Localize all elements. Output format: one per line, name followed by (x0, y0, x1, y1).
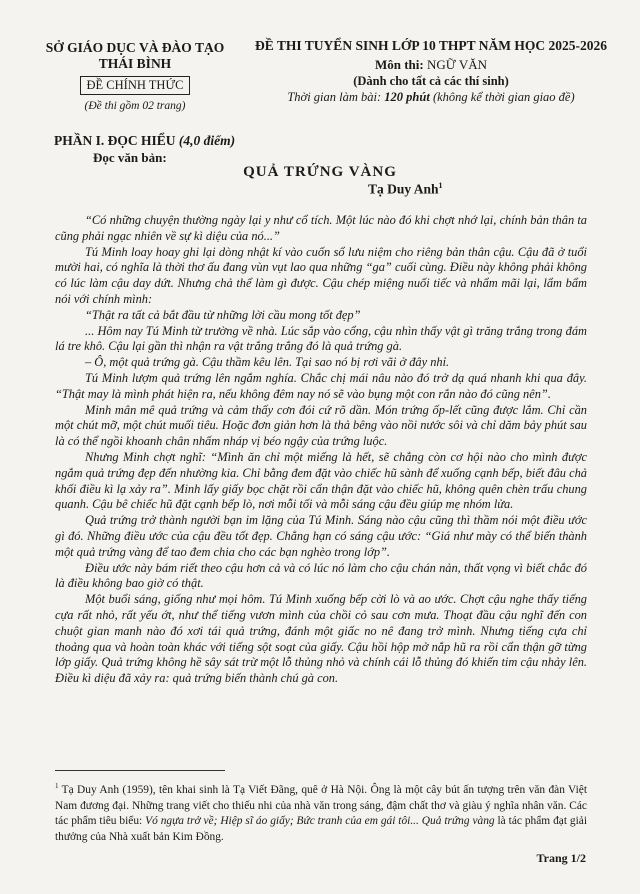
story-title: QUẢ TRỨNG VÀNG (243, 164, 397, 180)
official-label: ĐỀ CHÍNH THỨC (80, 76, 191, 95)
story-paragraph: Minh mân mê quả trứng và cảm thấy cơn đói cứ rõ dần. Món trứng ốp-lết cũng được lắm. Chỉ cần một chút mỡ, một chút muối tiêu. Hoặc đơn giản hơn là thả bêng vào nồi nước sôi và chỉ dăm bảy phút sau là có thể ngồi khoanh chân nhấm nháp vị béo ngậy của trứng luộc. (55, 402, 587, 449)
story-paragraph: “Có những chuyện thường ngày lại y như cổ tích. Một lúc nào đó khi chợt nhớ lại, chính bản thân ta cũng phải ngạc nhiên về sự kì diệu của nó...” (55, 213, 587, 243)
department-name: SỞ GIÁO DỤC VÀ ĐÀO TẠO (45, 40, 225, 55)
pages-note: (Đề thi gồm 02 trang) (84, 100, 186, 112)
subject-name: NGỮ VĂN (426, 57, 488, 72)
author-footnote-marker: 1 (438, 181, 443, 190)
footnote-works: Vó ngựa trở về; Hiệp sĩ áo giấy; Bức tranh của em gái tôi... Quả trứng vàng (145, 815, 495, 828)
exam-title: ĐỀ THI TUYỂN SINH LỚP 10 THPT NĂM HỌC 2025-2026 (255, 38, 607, 53)
story-paragraph: “Thật ra tất cả bắt đầu từ những lời cầu mong tốt đẹp” (85, 307, 361, 322)
story-paragraph: Điều ước này bám riết theo cậu hơn cả và có lúc nó làm cho cậu chán nản, thất vọng vì biết chắc đó là điều không bao giờ có thật. (55, 560, 587, 591)
page-number: Trang 1/2 (536, 851, 586, 865)
audience-note: (Dành cho tất cả các thí sinh) (353, 74, 509, 88)
subject-label: Môn thi: (374, 57, 424, 72)
time-value: 120 phút (384, 90, 430, 104)
author-name (368, 181, 443, 198)
part-title (54, 133, 235, 149)
subject-line (236, 56, 626, 73)
story-paragraph: Quả trứng trở thành người bạn im lặng của Tú Minh. Sáng nào cậu cũng thì thầm nói một điều ước gì đó. Những điều ước của cậu đều tốt đẹp. Chẳng hạn có sáng cậu ước: “Giá như mày có thể biến thành một quả trứng vàng để tao đem chia cho các bạn nghèo trong lớp”. (55, 513, 587, 559)
story-paragraph: Nhưng Minh chợt nghĩ: “Mình ăn chỉ một miếng là hết, sẽ chẳng còn cơ hội nào cho mình được ngắm quả trứng đẹp đến nhường kia. Chỉ bằng đem đặt vào chiếc hũ sành để xuống cạnh bếp, biết đâu chả khối điều kì lạ xảy ra”. Minh lấy giấy bọc chặt rồi cẩn thận đặt vào chiếc hũ, không quên chèn trấu chung quanh. Cậu bê chiếc hũ đặt cạnh bếp lò, nơi mỗi tối và mỗi sáng cậu đều giúp mẹ nhóm lửa. (55, 449, 587, 512)
story-paragraph: ... Hôm nay Tú Minh từ trường về nhà. Lúc sắp vào cổng, cậu nhìn thấy vật gì trăng trắng trong đám lá tre khô. Cậu lại gần thì nhận ra vật trắng trắng đó là quả trứng gà. (55, 323, 587, 354)
story-paragraph: – Ô, một quả trứng gà. Cậu thầm kêu lên. Tại sao nó bị rơi vãi ở đây nhỉ. (85, 355, 450, 370)
story-paragraph: Tú Minh lượm quả trứng lên ngắm nghía. Chắc chị mái nâu nào đó trở dạ quá nhanh khi qua đây. “Thật may là mình phát hiện ra, nếu không đêm nay nó sẽ vào bụng một con rắn nào đó cũng nên”. (55, 370, 587, 401)
footnote-marker: 1 (55, 782, 59, 790)
story-paragraph: Tú Minh loay hoay ghi lại dòng nhật kí vào cuốn sổ lưu niệm cho riêng bản thân cậu. Cậu đã ở tuổi mười hai, có nghĩa là thời thơ ấu đang vùn vụt lao qua những “ga” cuối cùng. Điều này không phải không có lúc làm cậu day dứt. Nhưng chả thể làm gì được. Cậu chép miệng nuối tiếc và nhẩm mãi lại, lẩm bẩm nói với chính mình: (55, 244, 587, 306)
part-points: (4,0 điểm) (178, 133, 236, 148)
footnote-text-2: là tác phẩm đạt giải thưởng của Nhà xuất bản Kim Đồng. (55, 815, 587, 844)
story-paragraph: Một buổi sáng, giống như mọi hôm. Tú Minh xuống bếp cời lò và ao ước. Chợt cậu nghe thấy tiếng cựa rất nhỏ, rất yếu ớt, như thể tiếng vươn mình của chồi cỏ sau cơn mưa. Thoạt đầu cậu nghĩ đến con chuột gian manh nào đó xơi tái quả trứng, đánh một giấc no nê đang trở mình. Nhưng tiếng cựa chỉ thoảng qua và hoàn toàn khác với tiếng sột soạt của giấy. Cậu hồi hộp mở nắp hũ ra rồi cẩn thận gỡ từng lớp giấy. Quả trứng không hề sây sát trừ một lỗ thủng nhỏ và chính cái lỗ thủng đó khiến tim cậu nhảy lên. Điều kì diệu đã xảy ra: quả trứng biến thành chú gà con. (55, 592, 587, 686)
footnote (55, 779, 587, 846)
read-label: Đọc văn bản: (93, 150, 167, 165)
footnote-divider (55, 770, 225, 771)
footnote-text-1: Tạ Duy Anh (1959), tên khai sinh là Tạ Viết Đãng, quê ở Hà Nội. Ông là một cây bút ấn tượng trên văn đàn Việt Nam đương đại. Những trang viết cho thiếu nhi của nhà văn trong sáng, đậm chất thơ và giàu ý nghĩa nhân văn. Các tác phẩm tiêu biểu: (55, 783, 587, 828)
author-text: Tạ Duy Anh (368, 181, 439, 197)
header-left (30, 40, 240, 112)
header-right (236, 37, 626, 105)
time-line (236, 89, 626, 105)
time-label: Thời gian làm bài: (287, 90, 382, 104)
province-name: THÁI BÌNH (98, 56, 172, 71)
part-title-text: PHẦN I. ĐỌC HIỂU (54, 133, 176, 148)
time-note: (không kể thời gian giao đề) (432, 90, 575, 104)
story-body (55, 213, 587, 687)
